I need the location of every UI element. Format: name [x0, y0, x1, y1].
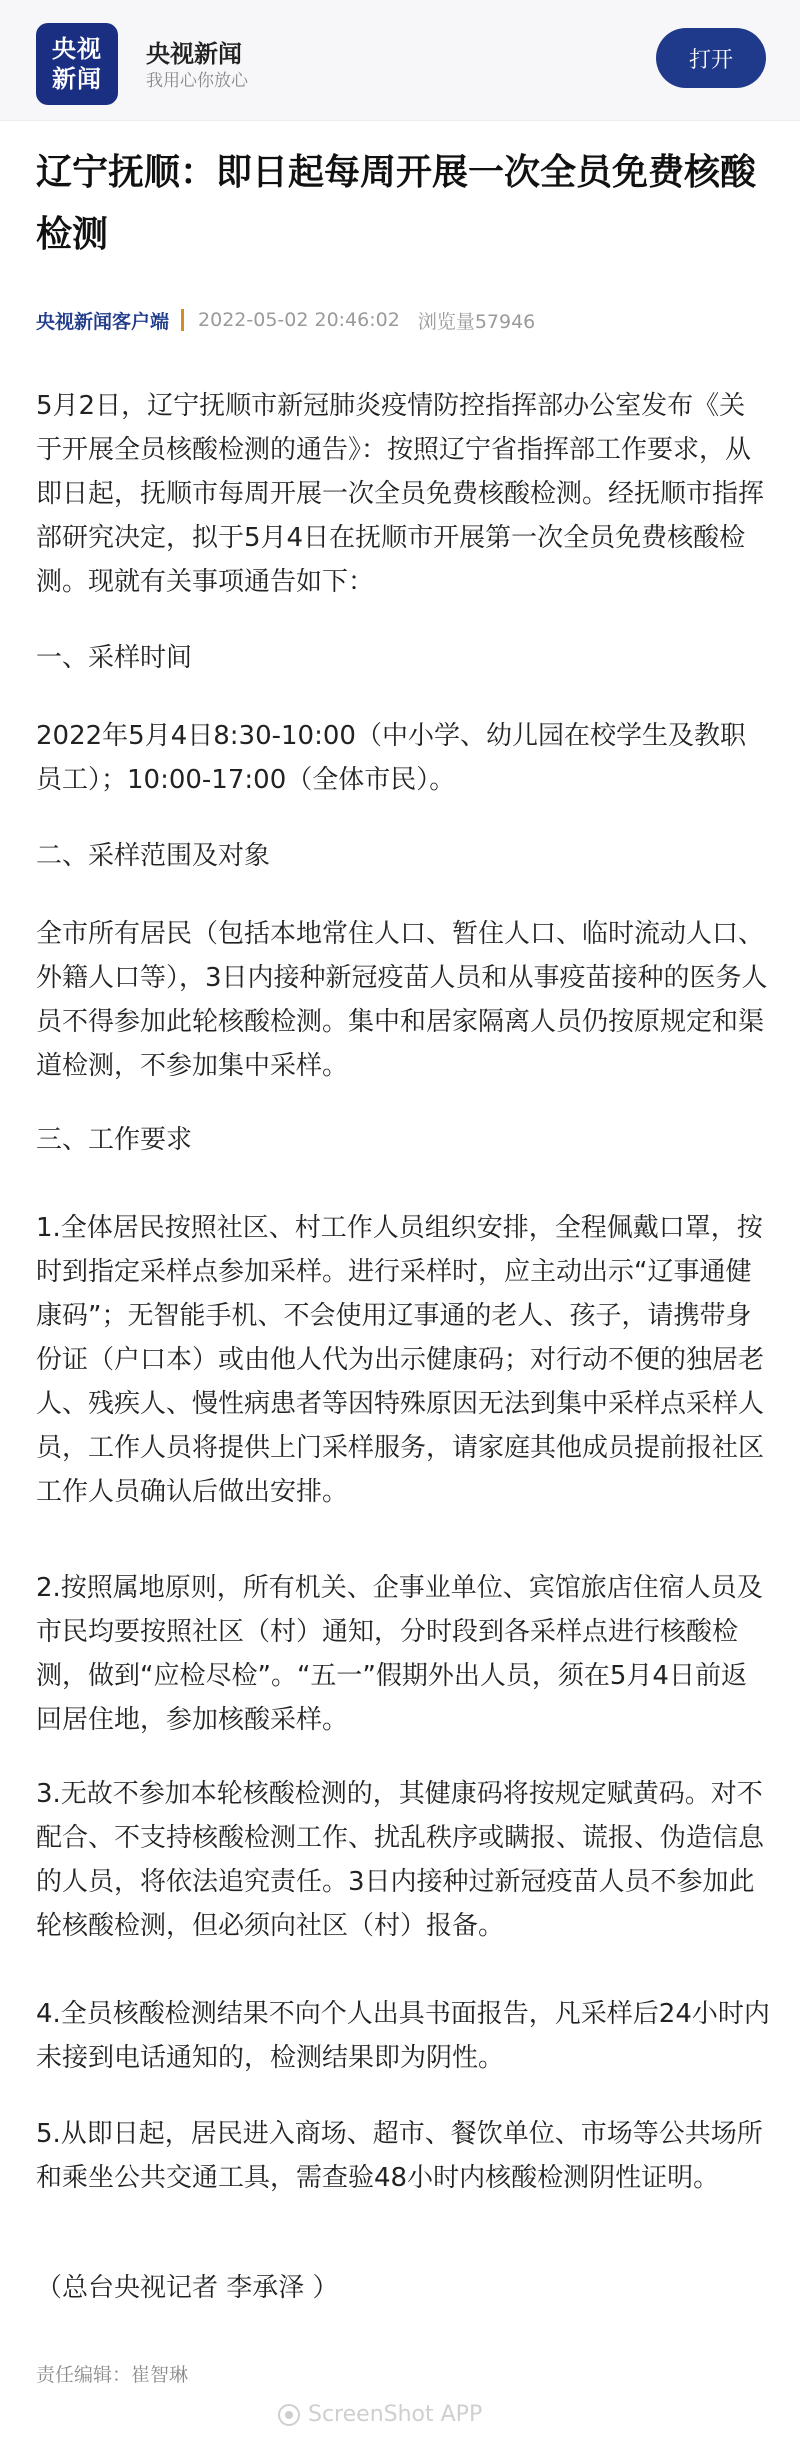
section-heading-time: 一、采样时间 [36, 643, 193, 673]
app-name: 央视新闻 [146, 40, 242, 68]
reporter-credit: （总台央视记者 李承泽 ） [36, 2273, 339, 2303]
meta-separator [181, 309, 184, 331]
article-source[interactable]: 央视新闻客户端 [36, 310, 170, 333]
cctv-news-logo [36, 23, 118, 105]
app-slogan: 我用心你放心 [146, 71, 248, 91]
logo-line1: 央视 [52, 35, 102, 63]
publish-time: 2022-05-02 20:46:02 [198, 309, 400, 331]
paragraph-intro: 5月2日，辽宁抚顺市新冠肺炎疫情防控指挥部办公室发布《关于开展全员核酸检测的通告》：按照辽宁省指挥部工作要求，从即日起，抚顺市每周开展一次全员免费核酸检测。经抚顺市指挥部研究决定，拟于5月4日在抚顺市开展第一次全员免费核酸检测。现就有关事项通告如下： [36, 391, 765, 597]
open-app-button[interactable]: 打开 [656, 28, 766, 88]
paragraph-sampling-time: 2022年5月4日8:30-10:00（中小学、幼儿园在校学生及教职员工）；10:00-17:00（全体市民）。 [36, 721, 746, 795]
screenshot-watermark [278, 2402, 482, 2427]
watermark-text: ScreenShot APP [308, 2402, 483, 2427]
paragraph-requirement-5: 5.从即日起，居民进入商场、超市、餐饮单位、市场等公共场所和乘坐公共交通工具，需查验48小时内核酸检测阴性证明。 [36, 2119, 763, 2193]
article-meta [36, 302, 535, 338]
camera-icon [278, 2404, 300, 2426]
section-heading-scope: 二、采样范围及对象 [36, 841, 271, 871]
responsible-editor: 责任编辑：崔智琳 [36, 2364, 189, 2386]
view-count: 浏览量57946 [417, 310, 536, 333]
paragraph-requirement-4: 4.全员核酸检测结果不向个人出具书面报告，凡采样后24小时内未接到电话通知的，检测结果即为阴性。 [36, 1999, 770, 2073]
logo-line2: 新闻 [52, 65, 102, 93]
paragraph-requirement-1: 1.全体居民按照社区、村工作人员组织安排，全程佩戴口罩，按时到指定采样点参加采样。进行采样时，应主动出示“辽事通健康码”；无智能手机、不会使用辽事通的老人、孩子，请携带身份证（户口本）或由他人代为出示健康码；对行动不便的独居老人、残疾人、慢性病患者等因特殊原因无法到集中采样点采样人员，工作人员将提供上门采样服务，请家庭其他成员提前报社区工作人员确认后做出安排。 [36, 1213, 765, 1507]
paragraph-requirement-3: 3.无故不参加本轮核酸检测的，其健康码将按规定赋黄码。对不配合、不支持核酸检测工作、扰乱秩序或瞒报、谎报、伪造信息的人员，将依法追究责任。3日内接种过新冠疫苗人员不参加此轮核酸检测，但必须向社区（村）报备。 [36, 1779, 765, 1941]
section-heading-requirements: 三、工作要求 [36, 1125, 193, 1155]
paragraph-requirement-2: 2.按照属地原则，所有机关、企事业单位、宾馆旅店住宿人员及市民均要按照社区（村）通知，分时段到各采样点进行核酸检测，做到“应检尽检”。“五一”假期外出人员，须在5月4日前返回居住地，参加核酸采样。 [36, 1573, 763, 1735]
article-title: 辽宁抚顺：即日起每周开展一次全员免费核酸检测 [36, 152, 757, 255]
paragraph-scope: 全市所有居民（包括本地常住人口、暂住人口、临时流动人口、外籍人口等），3日内接种新冠疫苗人员和从事疫苗接种的医务人员不得参加此轮核酸检测。集中和居家隔离人员仍按原规定和渠道检测，不参加集中采样。 [36, 919, 768, 1081]
app-banner [0, 0, 800, 121]
